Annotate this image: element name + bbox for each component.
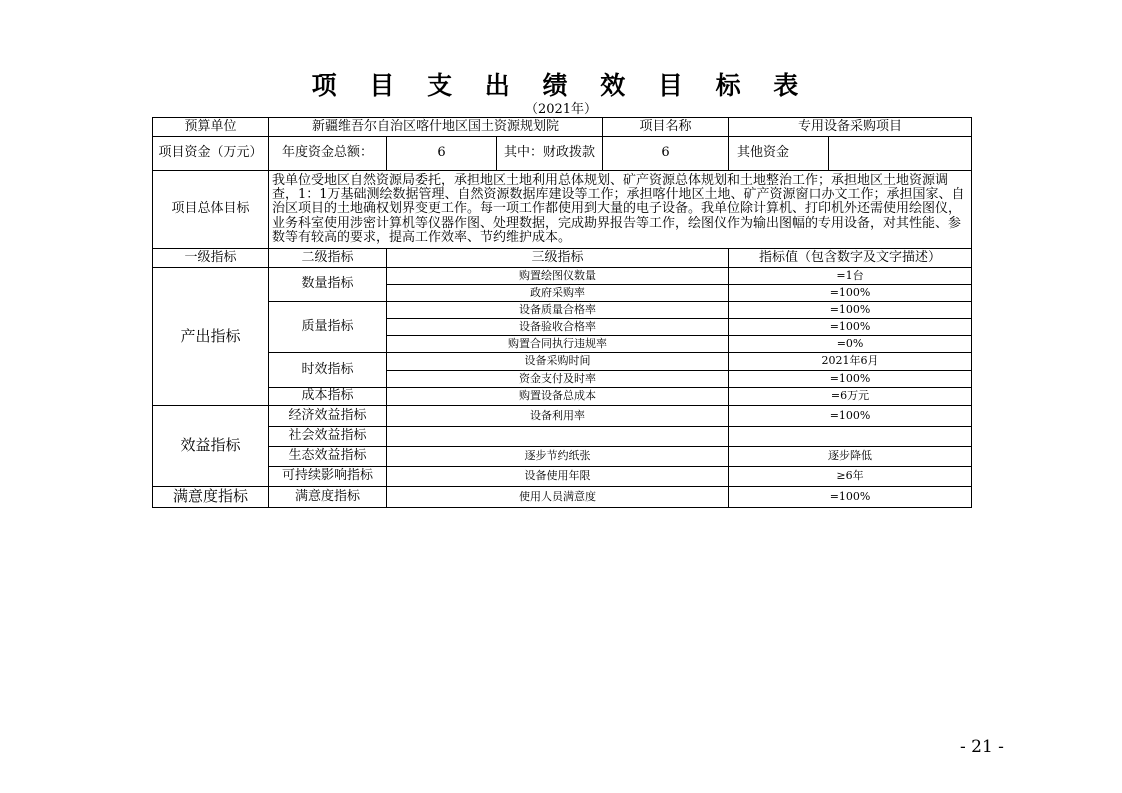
funds-row <box>153 137 972 171</box>
economic-benefit-label: 经济效益指标 <box>269 406 387 427</box>
table-row <box>153 353 972 371</box>
sustainable-impact-label: 可持续影响指标 <box>269 467 387 487</box>
level3-name: 设备使用年限 <box>387 467 729 487</box>
level3-name: 资金支付及时率 <box>387 371 729 388</box>
value-header: 指标值（包含数字及文字描述） <box>729 249 972 268</box>
level3-name <box>387 427 729 447</box>
indicator-value: ≥6年 <box>729 467 972 487</box>
indicator-value: =100% <box>729 285 972 302</box>
annual-total-value: 6 <box>387 137 497 171</box>
other-funds-label: 其他资金 <box>729 137 829 171</box>
indicator-header-row <box>153 249 972 268</box>
benefit-indicator-label: 效益指标 <box>153 406 269 487</box>
project-funds-label: 项目资金（万元） <box>153 137 269 171</box>
level3-name: 使用人员满意度 <box>387 487 729 508</box>
indicator-value: =100% <box>729 406 972 427</box>
indicator-value <box>729 427 972 447</box>
indicator-value: =0% <box>729 336 972 353</box>
level3-name: 政府采购率 <box>387 285 729 302</box>
level3-name: 设备验收合格率 <box>387 319 729 336</box>
indicator-value: =100% <box>729 371 972 388</box>
indicator-value: 2021年6月 <box>729 353 972 371</box>
level1-header: 一级指标 <box>153 249 269 268</box>
level3-name: 购置合同执行违规率 <box>387 336 729 353</box>
quality-indicator-label: 质量指标 <box>269 302 387 353</box>
page-title: 项 目 支 出 绩 效 目 标 表 <box>311 71 811 100</box>
project-name-value: 专用设备采购项目 <box>729 118 972 137</box>
indicator-value: =6万元 <box>729 388 972 406</box>
table-row <box>153 406 972 427</box>
cost-indicator-label: 成本指标 <box>269 388 387 406</box>
unit-row <box>153 118 972 137</box>
overall-target-label: 项目总体目标 <box>153 171 269 249</box>
indicator-value: =1台 <box>729 268 972 285</box>
indicator-value: =100% <box>729 319 972 336</box>
table-row <box>153 302 972 319</box>
fiscal-funds-value: 6 <box>603 137 729 171</box>
level3-name: 设备利用率 <box>387 406 729 427</box>
overall-target-text: 我单位受地区自然资源局委托，承担地区土地利用总体规划、矿产资源总体规划和土地整治工作；承担地区土地资源调查，1：1万基础测绘数据管理、自然资源数据库建设等工作；承担喀什地区土地、矿产资源窗口办文工作；承担国家、自治区项目的土地确权划界变更工作。每一项工作都使用到大量的电子设备。我单位除计算机、打印机外还需使用绘图仪，业务科室使用涉密计算机等仪器作图、处理数据，完成勘界报告等工作，绘图仪作为输出图幅的专用设备，对其性能、参数等有较高的要求，提高工作效率、节约维护成本。 <box>269 171 972 249</box>
satisfaction-indicator-label: 满意度指标 <box>153 487 269 508</box>
ecological-benefit-label: 生态效益指标 <box>269 447 387 467</box>
annual-total-label: 年度资金总额： <box>269 137 387 171</box>
level3-name: 购置设备总成本 <box>387 388 729 406</box>
satisfaction-sub-label: 满意度指标 <box>269 487 387 508</box>
project-name-label: 项目名称 <box>603 118 729 137</box>
budget-unit-value: 新疆维吾尔自治区喀什地区国土资源规划院 <box>269 118 603 137</box>
level3-name: 购置绘图仪数量 <box>387 268 729 285</box>
level3-name: 设备采购时间 <box>387 353 729 371</box>
indicator-value: =100% <box>729 302 972 319</box>
social-benefit-label: 社会效益指标 <box>269 427 387 447</box>
level3-name: 设备质量合格率 <box>387 302 729 319</box>
performance-target-table <box>152 117 972 508</box>
other-funds-value <box>829 137 972 171</box>
indicator-value: =100% <box>729 487 972 508</box>
level2-header: 二级指标 <box>269 249 387 268</box>
fiscal-funds-label: 其中：财政拨款 <box>497 137 603 171</box>
overall-target-row <box>153 171 972 249</box>
level3-header: 三级指标 <box>387 249 729 268</box>
table-row <box>153 268 972 285</box>
timeliness-indicator-label: 时效指标 <box>269 353 387 388</box>
quantity-indicator-label: 数量指标 <box>269 268 387 302</box>
budget-unit-label: 预算单位 <box>153 118 269 137</box>
table-row <box>153 427 972 447</box>
year-label: （2021年） <box>524 102 598 117</box>
table-row <box>153 487 972 508</box>
table-row <box>153 447 972 467</box>
table-row <box>153 467 972 487</box>
output-indicator-label: 产出指标 <box>153 268 269 406</box>
page-number: - 21 - <box>960 737 1004 757</box>
level3-name: 逐步节约纸张 <box>387 447 729 467</box>
table-row <box>153 388 972 406</box>
indicator-value: 逐步降低 <box>729 447 972 467</box>
